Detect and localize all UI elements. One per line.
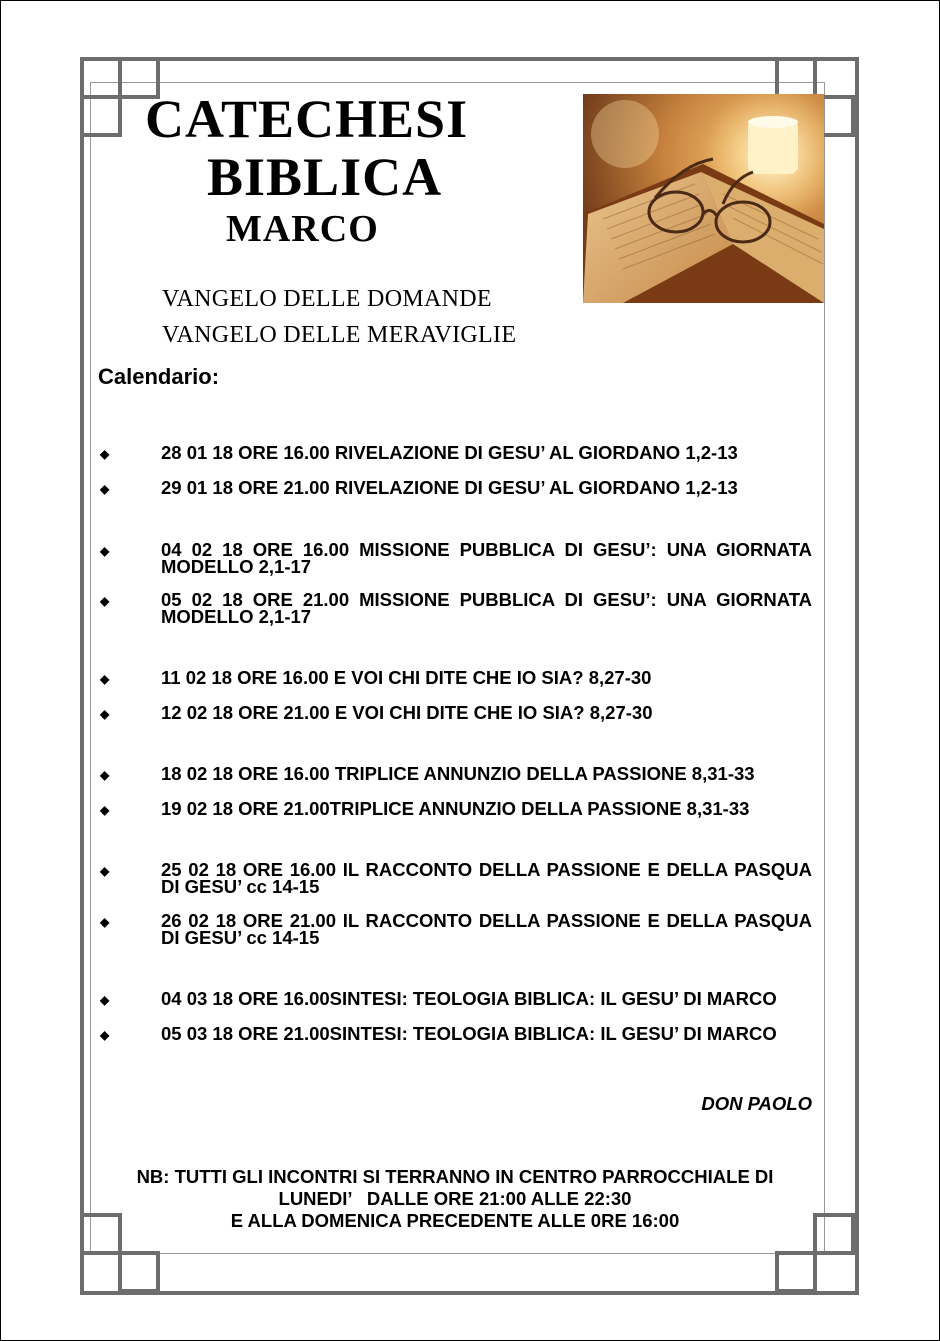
event-text: 05 02 18 ORE 21.00 MISSIONE PUBBLICA DI GESU’: UNA GIORNATA MODELLO 2,1-17 — [161, 589, 812, 627]
calendar-event — [100, 990, 812, 1007]
diamond-bullet-icon: ◆ — [100, 594, 110, 608]
diamond-bullet-icon: ◆ — [100, 447, 110, 461]
calendar-event — [100, 1025, 812, 1042]
corner-ornament — [775, 1251, 817, 1293]
diamond-bullet-icon: ◆ — [100, 993, 110, 1007]
diamond-bullet-icon: ◆ — [100, 672, 110, 686]
corner-ornament — [813, 1213, 855, 1255]
open-bible-glasses-candle-photo — [583, 94, 824, 303]
footer-note — [100, 1166, 810, 1232]
calendar-event — [100, 704, 812, 721]
event-text: 12 02 18 ORE 21.00 E VOI CHI DITE CHE IO SIA? 8,27-30 — [161, 702, 653, 723]
event-text: 11 02 18 ORE 16.00 E VOI CHI DITE CHE IO SIA? 8,27-30 — [161, 667, 652, 688]
title-marco: MARCO — [226, 208, 379, 250]
calendar-event — [100, 800, 812, 817]
calendar-event — [100, 765, 812, 782]
signature: DON PAOLO — [701, 1093, 812, 1114]
title-catechesi: CATECHESI — [145, 89, 469, 149]
event-text: 25 02 18 ORE 16.00 IL RACCONTO DELLA PASSIONE E DELLA PASQUA DI GESU’ cc 14-15 — [161, 859, 812, 897]
footer-note-line: LUNEDI’ DALLE ORE 21:00 ALLE 22:30 — [278, 1188, 632, 1209]
diamond-bullet-icon: ◆ — [100, 768, 110, 782]
calendar-event — [100, 444, 812, 461]
calendar-event — [100, 669, 812, 686]
event-text: 18 02 18 ORE 16.00 TRIPLICE ANNUNZIO DELLA PASSIONE 8,31-33 — [161, 763, 755, 784]
event-text: 05 03 18 ORE 21.00SINTESI: TEOLOGIA BIBLICA: IL GESU’ DI MARCO — [161, 1023, 777, 1044]
diamond-bullet-icon: ◆ — [100, 707, 110, 721]
calendar-event — [100, 861, 812, 895]
calendar-event — [100, 591, 812, 625]
corner-ornament — [118, 1251, 160, 1293]
diamond-bullet-icon: ◆ — [100, 803, 110, 817]
event-text: 19 02 18 ORE 21.00TRIPLICE ANNUNZIO DELLA PASSIONE 8,31-33 — [161, 798, 750, 819]
calendar-heading: Calendario: — [98, 364, 220, 389]
diamond-bullet-icon: ◆ — [100, 1028, 110, 1042]
diamond-bullet-icon: ◆ — [100, 482, 110, 496]
footer-note-line: E ALLA DOMENICA PRECEDENTE ALLE 0RE 16:00 — [230, 1210, 680, 1231]
event-text: 29 01 18 ORE 21.00 RIVELAZIONE DI GESU’ AL GIORDANO 1,2-13 — [161, 477, 738, 498]
diamond-bullet-icon: ◆ — [100, 544, 110, 558]
event-text: 28 01 18 ORE 16.00 RIVELAZIONE DI GESU’ AL GIORDANO 1,2-13 — [161, 442, 738, 463]
event-text: 26 02 18 ORE 21.00 IL RACCONTO DELLA PASSIONE E DELLA PASQUA DI GESU’ cc 14-15 — [161, 910, 812, 948]
calendar-event — [100, 912, 812, 946]
calendar-event — [100, 479, 812, 496]
event-text: 04 02 18 ORE 16.00 MISSIONE PUBBLICA DI GESU’: UNA GIORNATA MODELLO 2,1-17 — [161, 539, 812, 577]
subtitle-vangelo-meraviglie: VANGELO DELLE MERAVIGLIE — [162, 322, 517, 348]
event-text: 04 03 18 ORE 16.00SINTESI: TEOLOGIA BIBLICA: IL GESU’ DI MARCO — [161, 988, 777, 1009]
footer-note-line: NB: TUTTI GLI INCONTRI SI TERRANNO IN CENTRO PARROCCHIALE DI — [136, 1166, 774, 1187]
title-biblica: BIBLICA — [207, 147, 443, 207]
corner-ornament — [775, 57, 817, 99]
calendar-event — [100, 541, 812, 575]
diamond-bullet-icon: ◆ — [100, 915, 110, 929]
diamond-bullet-icon: ◆ — [100, 864, 110, 878]
subtitle-vangelo-domande: VANGELO DELLE DOMANDE — [162, 286, 492, 312]
corner-ornament — [80, 95, 122, 137]
